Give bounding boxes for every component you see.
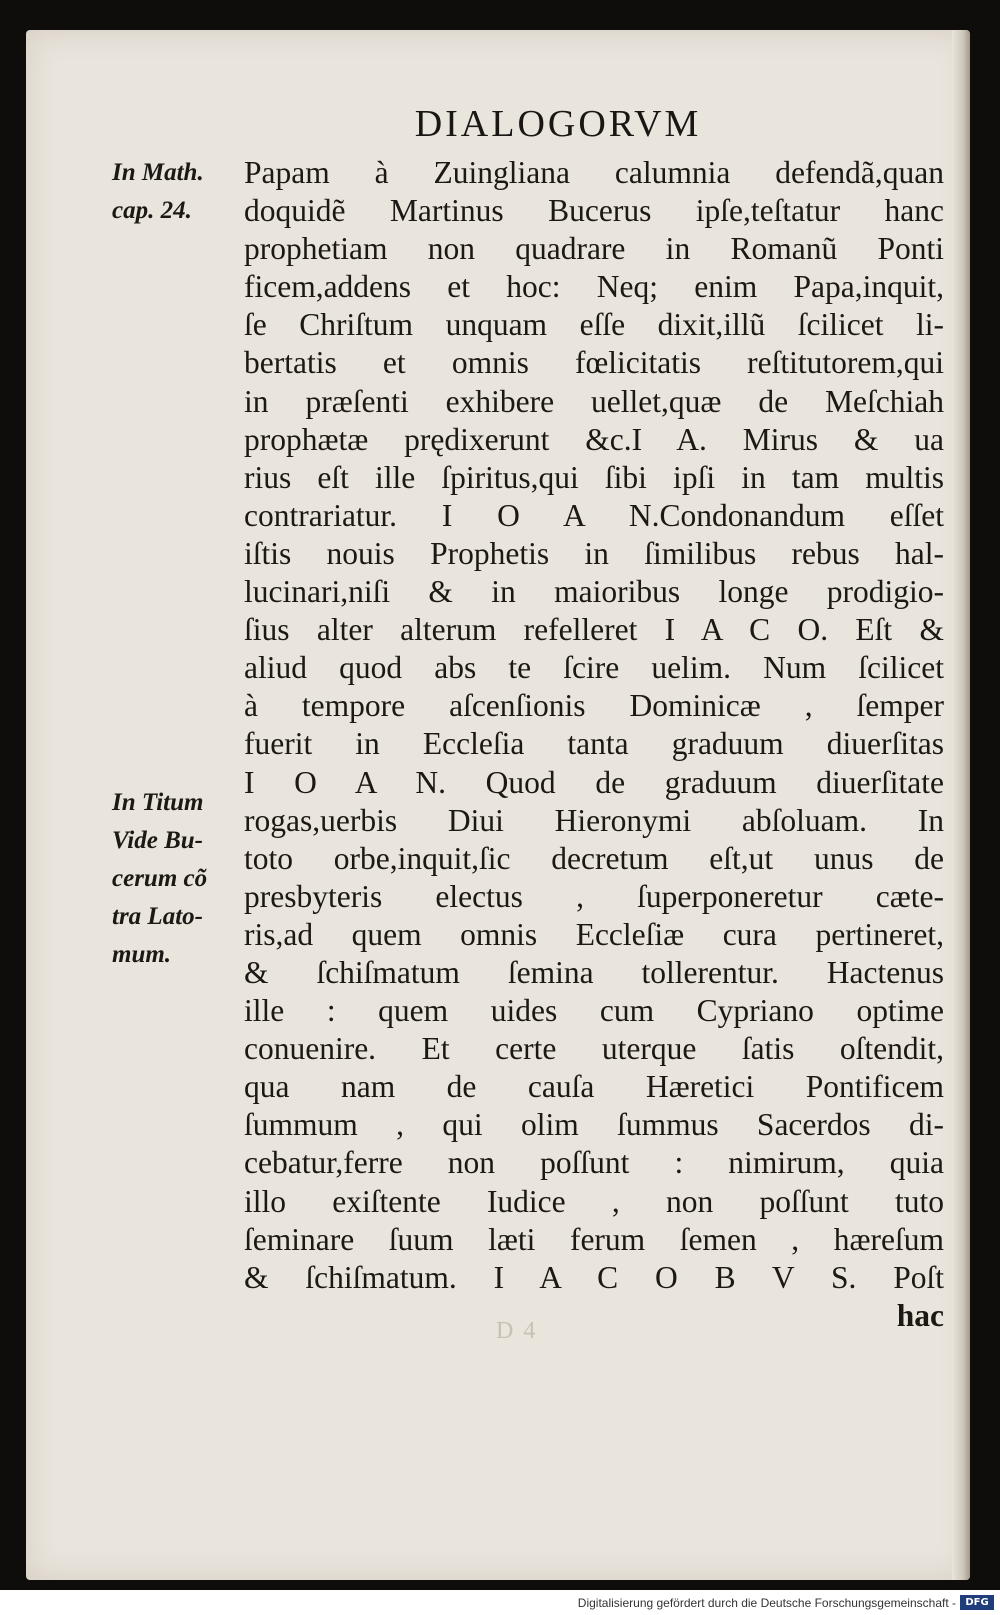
margin-note-bucer [112,822,240,974]
text-line: ſummum , qui olim ſummus Sacerdos di- [244,1107,944,1143]
text-line: ſeminare ſuum læti ferum ſemen , hæreſum [244,1221,944,1257]
text-line: doquidẽ Martinus Bucerus ipſe,teſtatur hanc [244,193,944,229]
margin-note-math [112,154,240,230]
text-line: à tempore aſcenſionis Dominicæ , ſemper [244,688,944,724]
text-line: rogas,uerbis Diui Hieronymi abſoluam. In [244,802,944,838]
footer-credit: Digitalisierung gefördert durch die Deutsche Forschungsgemeinschaft - [577,1596,956,1610]
text-line: & ſchiſmatum. I A C O B V S. Poſt [244,1259,944,1295]
text-line: ille : quem uides cum Cypriano optime [244,993,944,1029]
text-line: ſe Chriſtum unquam eſſe dixit,illũ ſcilicet li- [244,307,944,343]
margin-note-line: cerum cõ [112,865,208,892]
text-line: ris,ad quem omnis Eccleſiæ cura pertineret, [244,916,944,952]
text-line: qua nam de cauſa Hæretici Pontificem [244,1069,944,1105]
text-line: fuerit in Eccleſia tanta graduum diuerſitas [244,726,944,762]
text-line: bertatis et omnis fœlicitatis reſtitutorem,qui [244,345,944,381]
text-line: prophetiam non quadrare in Romanũ Ponti [244,231,944,267]
margin-note-line: mum. [112,941,172,968]
body-text [244,154,944,1335]
page-edge-shadow [952,30,970,1580]
margin-note-titum [112,784,240,822]
text-line: prophætæ prędixerunt &c.I A. Mirus & ua [244,421,944,457]
text-line: conuenire. Et certe uterque ſatis oſtendit, [244,1031,944,1067]
book-page [26,30,970,1580]
margin-note-line: tra Lato- [112,903,203,930]
signature-mark: D 4 [496,1318,538,1344]
margin-note-line: In Titum [112,789,204,816]
text-line: & ſchiſmatum ſemina tollerentur. Hactenus [244,954,944,990]
digitization-footer [0,1592,1000,1615]
catchword: hac [896,1297,944,1333]
text-line: in præſenti exhibere uellet,quæ de Meſchiah [244,383,944,419]
margin-note-line: In Math. [112,159,204,186]
text-line: illo exiſtente Iudice , non poſſunt tuto [244,1183,944,1219]
running-head: DIALOGORVM [414,103,702,145]
text-line: ficem,addens et hoc: Neq; enim Papa,inquit, [244,269,944,305]
text-line: I O A N. Quod de graduum diuerſitate [244,764,944,800]
text-line: ſius alter alterum refelleret I A C O. Eſt & [244,612,944,648]
text-line: Papam à Zuingliana calumnia defendã,quan [244,155,944,190]
text-line: presbyteris electus , ſuperponeretur cæte- [244,878,944,914]
text-line: aliud quod abs te ſcire uelim. Num ſcilicet [244,650,944,686]
margin-note-line: Vide Bu- [112,827,203,854]
text-line: cebatur,ferre non poſſunt : nimirum, quia [244,1145,944,1181]
text-line: toto orbe,inquit,ſic decretum eſt,ut unus de [244,840,944,876]
text-line: contrariatur. I O A N.Condonandum eſſet [244,497,944,533]
dfg-logo-icon: DFG [960,1595,994,1610]
margin-note-line: cap. 24. [112,197,192,224]
text-line: iſtis nouis Prophetis in ſimilibus rebus hal- [244,535,944,571]
text-line: rius eſt ille ſpiritus,qui ſibi ipſi in tam multis [244,459,944,495]
text-line: lucinari,niſi & in maioribus longe prodigio- [244,574,944,610]
